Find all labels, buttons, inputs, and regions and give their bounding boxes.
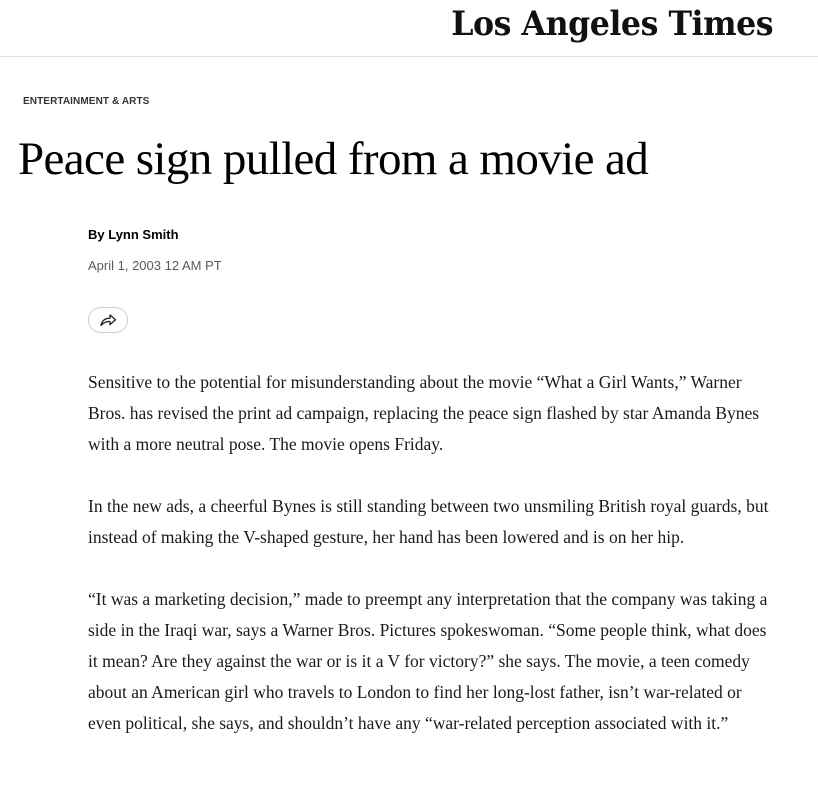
publish-date: April 1, 2003 12 AM PT — [88, 258, 222, 273]
masthead — [0, 0, 818, 57]
byline-prefix: By — [88, 227, 109, 242]
share-button[interactable] — [88, 307, 128, 333]
byline — [88, 227, 179, 242]
article-paragraph: Sensitive to the potential for misunderstanding about the movie “What a Girl Wants,” Warner Bros. has revised the print ad campaign, replacing the peace sign flashed by star Amanda Bynes with a more neutral pose. The movie opens Friday. — [88, 372, 760, 454]
section-label[interactable]: ENTERTAINMENT & ARTS — [23, 96, 150, 107]
article-body — [88, 367, 778, 770]
site-logo[interactable]: Los Angeles Times — [451, 4, 773, 44]
article-paragraph: “It was a marketing decision,” made to preempt any interpretation that the company was taking a side in the Iraqi war, says a Warner Bros. Pictures spokeswoman. “Some people think, what does it mean? Are they against the war or is it a V for victory?” she says. The movie, a teen comedy about an American girl who travels to London to find her long-lost father, isn’t war-related or even political, she says, and shouldn’t have any “war-related perception associated with it.” — [88, 589, 768, 733]
page-title: Peace sign pulled from a movie ad — [18, 133, 649, 185]
article-paragraph: In the new ads, a cheerful Bynes is still standing between two unsmiling British royal guards, but instead of making the V-shaped gesture, her hand has been lowered and is on her hip. — [88, 496, 769, 547]
author-link[interactable]: Lynn Smith — [108, 227, 179, 242]
share-arrow-icon — [99, 313, 117, 327]
